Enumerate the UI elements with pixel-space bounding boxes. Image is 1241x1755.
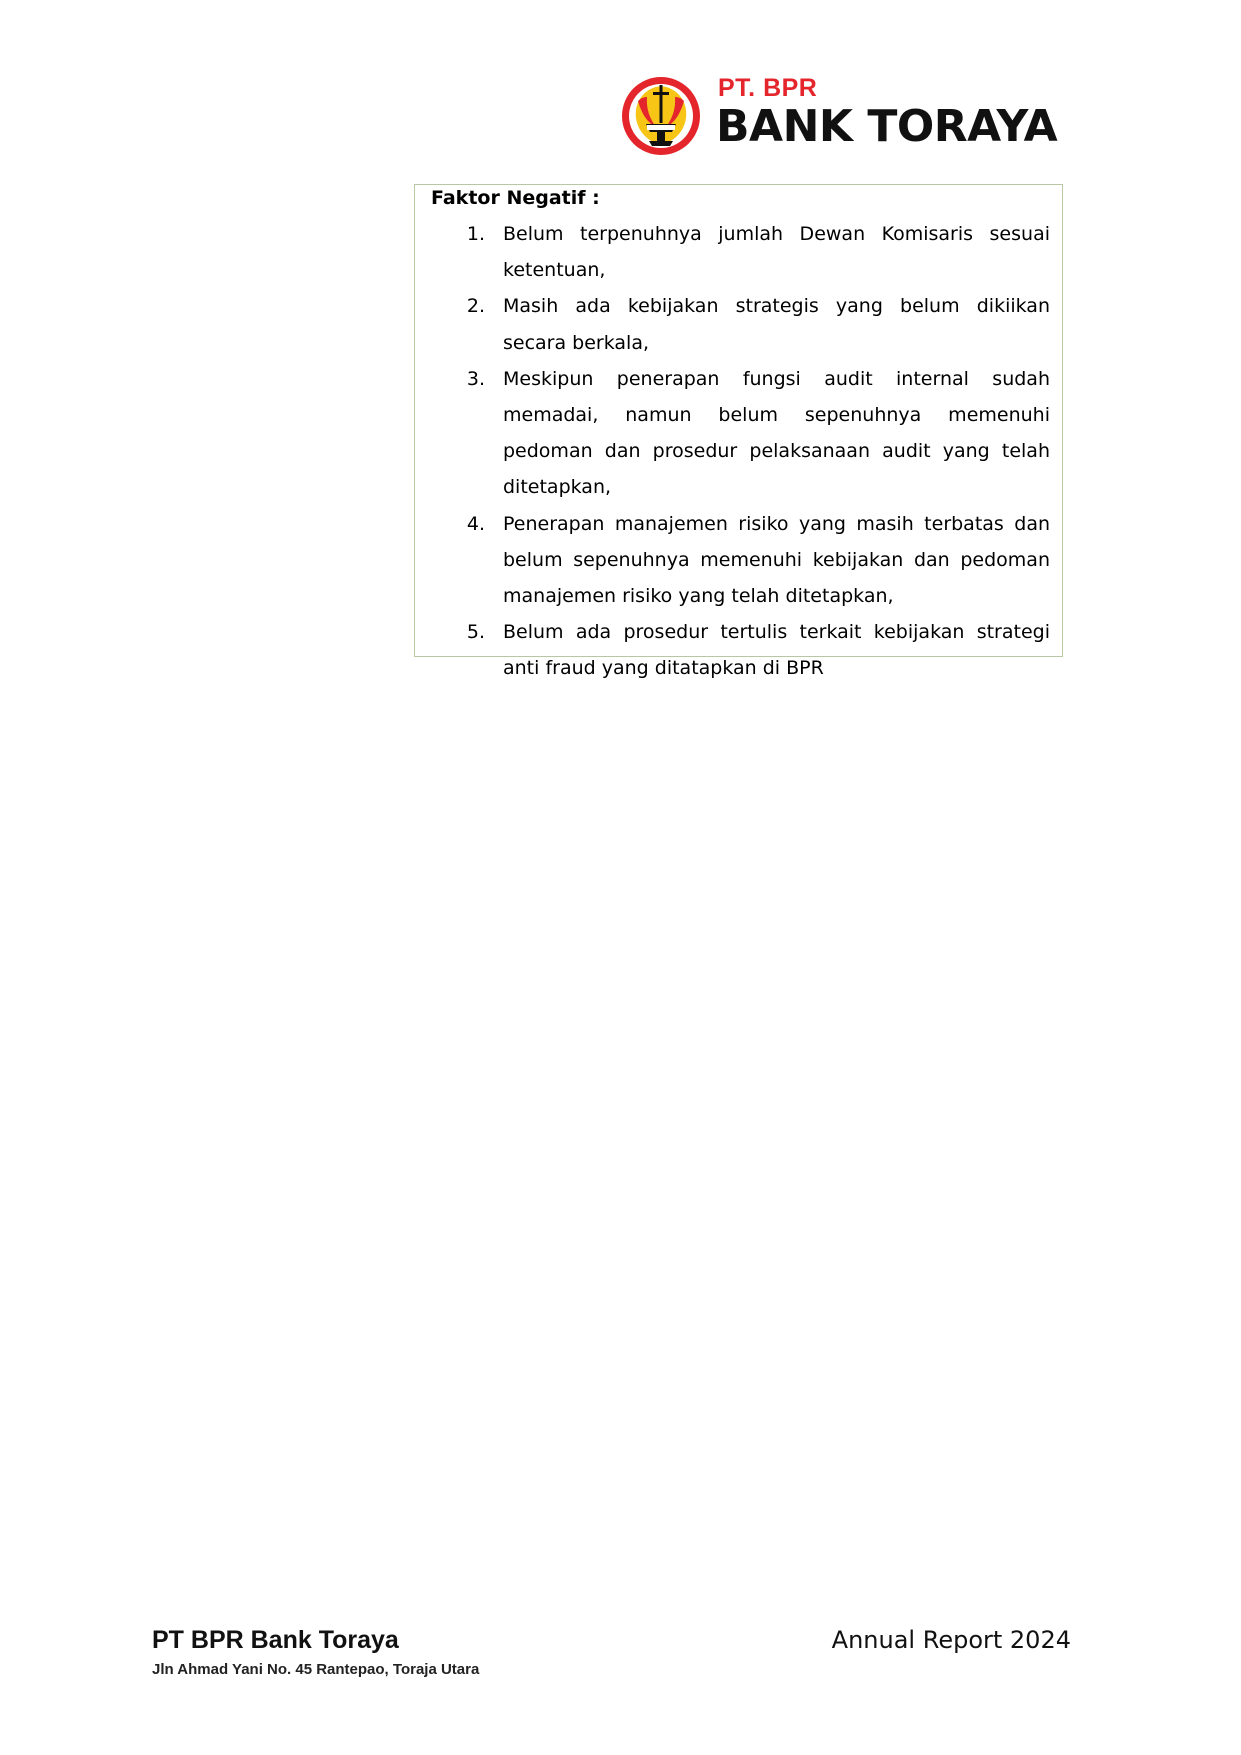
logo-company-prefix: PT. BPR <box>718 74 818 102</box>
list-item <box>431 506 1050 615</box>
list-item-number: 4. <box>466 512 485 535</box>
footer-report-title: Annual Report 2024 <box>831 1626 1071 1654</box>
list-item <box>431 288 1050 360</box>
list-item <box>431 614 1050 686</box>
list-item-text: Meskipun penerapan fungsi audit internal sudah memadai, namun belum sepenuhnya memenuhi pedoman dan prosedur pelaksanaan audit yang telah ditetapkan, <box>503 367 1050 499</box>
list-item-text: Belum terpenuhnya jumlah Dewan Komisaris sesuai ketentuan, <box>503 223 1050 282</box>
list-item-number: 1. <box>466 223 485 245</box>
footer-company-name: PT BPR Bank Toraya <box>152 1626 399 1654</box>
list-item-number: 5. <box>466 621 485 644</box>
list-item <box>431 361 1050 506</box>
logo-company-name: BANK TORAYA <box>716 101 1058 152</box>
footer-address: Jln Ahmad Yani No. 45 Rantepao, Toraja Utara <box>152 1661 480 1678</box>
list-item-text: Masih ada kebijakan strategis yang belum dikiikan secara berkala, <box>503 295 1050 354</box>
list-item-number: 3. <box>466 367 485 390</box>
list-item-text: Penerapan manajemen risiko yang masih terbatas dan belum sepenuhnya memenuhi kebijakan dan pedoman manajemen risiko yang telah ditetapkan, <box>503 512 1050 608</box>
section-heading: Faktor Negatif : <box>431 187 600 209</box>
list-item-text: Belum ada prosedur tertulis terkait kebijakan strategi anti fraud yang ditatapkan di BPR <box>503 621 1050 680</box>
list-item <box>431 216 1050 288</box>
list-item-number: 2. <box>466 295 485 318</box>
negative-factors-box <box>414 184 1063 680</box>
company-logo <box>620 72 1060 158</box>
bank-emblem-icon <box>620 75 702 157</box>
negative-factors-list <box>431 216 1050 687</box>
